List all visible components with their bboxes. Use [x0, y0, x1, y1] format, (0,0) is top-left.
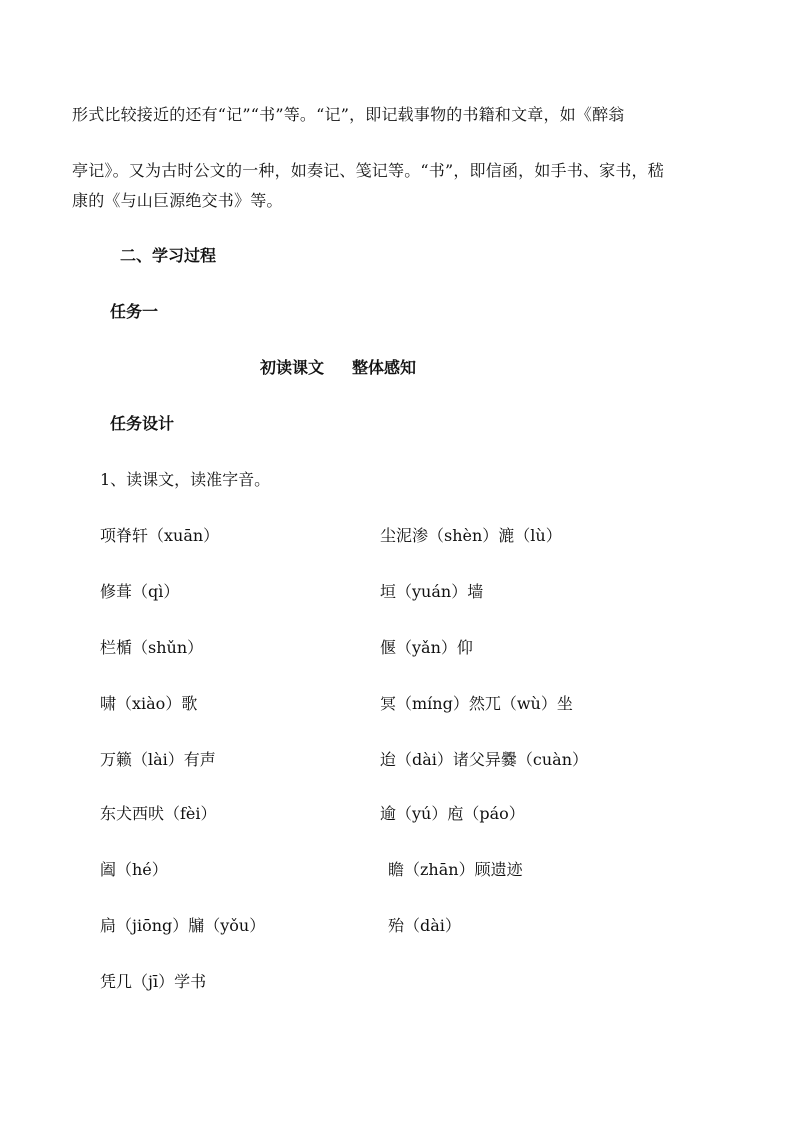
vocab-item-right-4: 冥（míng）然兀（wù）坐: [380, 694, 573, 713]
vocab-item-left-3: 栏楯（shǔn）: [100, 638, 204, 657]
vocab-item-right-2: 垣（yuán）墙: [380, 582, 484, 601]
vocab-item-right-3: 偃（yǎn）仰: [380, 638, 473, 657]
task-title: [260, 357, 416, 379]
intro-line-2: 亭记》。又为古时公文的一种，如奏记、笺记等。“书”，即信函，如手书、家书，嵇: [72, 161, 664, 180]
vocab-item-left-5: 万籁（lài）有声: [100, 750, 216, 769]
instruction-text: 1、读课文，读准字音。: [100, 470, 271, 489]
section-heading: 二、学习过程: [120, 246, 217, 265]
vocab-item-left-4: 啸（xiào）歌: [100, 694, 198, 713]
vocab-item-left-6: 东犬西吠（fèi）: [100, 804, 217, 823]
task-title-part2: 整体感知: [352, 358, 417, 377]
vocab-item-left-9: 凭几（jī）学书: [100, 972, 207, 991]
intro-line-3: 康的《与山巨源绝交书》等。: [72, 191, 283, 210]
design-heading: 任务设计: [110, 414, 175, 433]
intro-line-1: 形式比较接近的还有“记”“书”等。“记”，即记载事物的书籍和文章，如《醉翁: [72, 105, 625, 124]
vocab-item-right-7: 瞻（zhān）顾遗迹: [388, 860, 523, 879]
vocab-item-left-2: 修葺（qì）: [100, 582, 180, 601]
task-title-part1: 初读课文: [260, 358, 325, 377]
vocab-item-left-7: 阖（hé）: [100, 860, 168, 879]
vocab-item-right-5: 迨（dài）诸父异爨（cuàn）: [380, 750, 589, 769]
vocab-item-left-1: 项脊轩（xuān）: [100, 526, 220, 545]
vocab-item-left-8: 扃（jiōng）牖（yǒu）: [100, 916, 266, 935]
task-heading: 任务一: [110, 302, 159, 321]
vocab-item-right-6: 逾（yú）庖（páo）: [380, 804, 525, 823]
vocab-item-right-8: 殆（dài）: [388, 916, 461, 935]
vocab-item-right-1: 尘泥渗（shèn）漉（lù）: [380, 526, 562, 545]
